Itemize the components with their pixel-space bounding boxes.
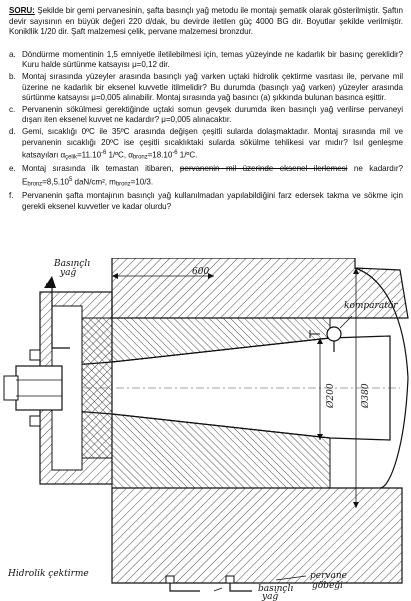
question-label: b. — [9, 71, 16, 81]
subscript: bronz — [115, 181, 131, 188]
question-text: Pervanenin şafta montajının basınçlı yağ kullanılmadan yapılabildiğini farz edersek takma ve sökme için gerekli eksenel kuvvetler ve kadar olurdu? — [22, 191, 403, 211]
question-c — [9, 105, 403, 126]
question-d — [9, 127, 403, 163]
assembly-drawing — [0, 258, 411, 601]
question-text: Pervanenin sökülmesi gerektiğinde uçtaki somun gevşek durumda iken basınçlı yağ verilirse pervaneyi dışarı iten eksenel kuvvet ne kadardır? μ=0,005 alınacaktır. — [22, 104, 403, 125]
exponent: -6 — [101, 150, 107, 157]
label-basincli-yag-line2: yağ — [60, 268, 77, 278]
value-text: 1/ºC, α — [106, 150, 133, 160]
label-basincli-yag-bottom: basınçlı — [258, 584, 294, 594]
struck-text: pervanenin mil üzerinde eksenel ilerlemesi — [179, 164, 348, 174]
subscript: bronz — [132, 154, 148, 161]
label-pervane-gobegi-line2: göbeği — [312, 581, 343, 591]
question-text: Montaj sırasında ilk temastan itibaren, — [22, 164, 180, 174]
question-list — [9, 50, 403, 213]
question-label: a. — [9, 49, 16, 59]
question-b — [9, 72, 403, 104]
question-text-block — [9, 6, 403, 213]
question-label: d. — [9, 126, 16, 136]
question-heading: SORU: — [9, 6, 35, 15]
hydraulic-puller — [4, 292, 112, 484]
label-komparator: komparatör — [344, 301, 398, 311]
label-hidrolik-cektirme: Hidrolik çektirme — [8, 569, 89, 579]
question-f — [9, 191, 403, 212]
problem-intro-text: Şekilde bir gemi pervanesinin, şafta basınçlı yağ metodu ile montajı şematik olarak gösterilmiştir. Şaftın devir sayısının en büyük değeri 220 d/dak, bu devirde iletilen güç 4000 BG dir. Boyutlar şekilde verilmiştir. Konikllik 1/20 dir. Şaft malzemesi çelik, pervane malzemesi bronzdur. — [9, 6, 403, 37]
dimension-d200-value: Ø200 — [326, 383, 336, 408]
subscript: çelik — [65, 154, 77, 161]
subscript: bronz — [27, 181, 43, 188]
value-text: =8,5.10 — [42, 177, 70, 187]
question-label: e. — [9, 164, 16, 174]
dimension-d380-value: Ø380 — [361, 383, 371, 408]
question-e — [9, 164, 403, 190]
value-text: =18.10 — [147, 150, 173, 160]
dimension-length-value: 600 — [192, 267, 210, 277]
question-text: Döndürme momentinin 1,5 emniyetle iletilebilmesi için, temas yüzeyinde ne kadarlık bir basınç gereklidir? Kuru halde sürtünme katsayısı μ=0,12 dir. — [22, 49, 403, 70]
label-basincli-yag-bottom-line2: yağ — [262, 592, 279, 601]
question-text: Montaj sırasında yüzeyler arasında basınçlı yağ varken uçtaki hidrolik çektirme vasıtası ile, pervane mil üzerine ne kadarlık bir eksenel kuvvetle itilmelidir? Bu durumda (basınçlı yağ varken) yüzeyler arasında sürtünme katsayısı μ=0,005 alınabilir. Montaj sırasında yağ basıncı (a) şıkkında bulunan basınca eşittir. — [22, 71, 403, 103]
question-a — [9, 50, 403, 71]
problem-statement — [9, 6, 403, 38]
question-label: f. — [9, 191, 14, 201]
question-label: c. — [9, 104, 16, 114]
question-text: Gemi, sıcaklığı 0ºC ile 35ºC arasında değişen çeşitli sularda dolaşmaktadır. Montaj sırasında mil ve pervanenin sıcaklığı 20ºC ise çeşitli sıcaklıktaki sularda sökülme tehlikesi var mıdır? Isıl genleşme katsayıları α — [22, 126, 403, 160]
label-basincli-yag: Basınçlı — [54, 259, 91, 269]
value-text: =11.10 — [76, 150, 102, 160]
exponent: 5 — [69, 177, 73, 183]
value-text: 1/ºC. — [177, 150, 198, 160]
value-text: daN/cm², m — [72, 177, 116, 187]
value-text: =10/3. — [130, 177, 154, 187]
exponent: -6 — [172, 150, 178, 157]
question-text: ne kadardır? E — [22, 164, 404, 187]
label-pervane-gobegi: pervane — [310, 571, 347, 581]
